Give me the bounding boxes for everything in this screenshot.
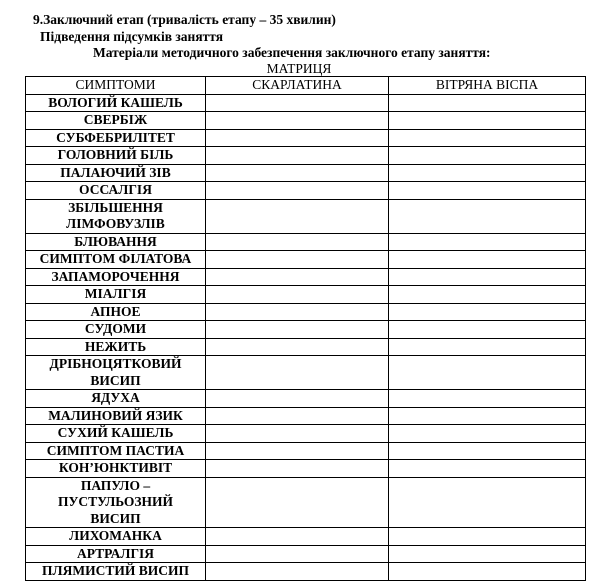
symptom-label: БЛЮВАННЯ	[74, 233, 157, 249]
chickenpox-cell[interactable]	[389, 321, 586, 339]
scarlet-fever-cell[interactable]	[206, 233, 389, 251]
chickenpox-cell[interactable]	[389, 286, 586, 304]
scarlet-fever-cell[interactable]	[206, 356, 389, 390]
table-row	[26, 129, 586, 147]
scarlet-fever-cell[interactable]	[206, 477, 389, 528]
table-row	[26, 164, 586, 182]
section-subheading: Підведення підсумків заняття	[40, 29, 224, 44]
symptom-cell	[26, 321, 206, 339]
matrix-label	[0, 61, 596, 77]
table-row	[26, 182, 586, 200]
symptom-cell	[26, 338, 206, 356]
symptom-matrix-table	[25, 76, 586, 581]
chickenpox-cell[interactable]	[389, 164, 586, 182]
symptom-label: ПУСТУЛЬОЗНИЙ	[57, 494, 174, 509]
chickenpox-cell[interactable]	[389, 129, 586, 147]
table-row	[26, 442, 586, 460]
symptom-cell	[26, 268, 206, 286]
symptom-label: КОН’ЮНКТИВІТ	[58, 460, 173, 475]
chickenpox-cell[interactable]	[389, 338, 586, 356]
table-row	[26, 356, 586, 390]
chickenpox-cell[interactable]	[389, 147, 586, 165]
scarlet-fever-cell[interactable]	[206, 303, 389, 321]
chickenpox-cell[interactable]	[389, 303, 586, 321]
symptom-label: СИМПТОМ ПАСТИА	[46, 442, 185, 458]
symptom-label: ЛИХОМАНКА	[69, 528, 162, 543]
symptom-label: АРТРАЛГІЯ	[76, 545, 155, 561]
symptom-cell	[26, 390, 206, 408]
chickenpox-cell[interactable]	[389, 390, 586, 408]
scarlet-fever-cell[interactable]	[206, 94, 389, 112]
symptom-cell	[26, 442, 206, 460]
table-row	[26, 112, 586, 130]
materials-title: Матеріали методичного забезпечення заключного етапу заняття:	[93, 45, 491, 60]
table-row	[26, 303, 586, 321]
chickenpox-cell[interactable]	[389, 268, 586, 286]
symptom-cell	[26, 460, 206, 478]
table-row	[26, 233, 586, 251]
scarlet-fever-cell[interactable]	[206, 460, 389, 478]
symptom-cell	[26, 407, 206, 425]
symptom-label: АПНОЕ	[90, 303, 141, 319]
section-heading: 9.Заключний етап (тривалість етапу – 35 хвилин)	[33, 12, 336, 27]
chickenpox-cell[interactable]	[389, 563, 586, 581]
table-row	[26, 528, 586, 546]
chickenpox-cell[interactable]	[389, 233, 586, 251]
table-row	[26, 390, 586, 408]
table-row	[26, 286, 586, 304]
symptom-label: СУХИЙ КАШЕЛЬ	[57, 425, 174, 440]
scarlet-fever-cell[interactable]	[206, 251, 389, 269]
scarlet-fever-cell[interactable]	[206, 545, 389, 563]
chickenpox-cell[interactable]	[389, 442, 586, 460]
symptom-label: СУДОМИ	[84, 321, 147, 336]
symptom-cell	[26, 251, 206, 269]
scarlet-fever-cell[interactable]	[206, 425, 389, 443]
symptom-label: ПЛЯМИСТИЙ ВИСИП	[42, 563, 189, 578]
table-row	[26, 545, 586, 563]
table-row	[26, 563, 586, 581]
symptom-label: СИМПТОМ ФІЛАТОВА	[39, 251, 192, 266]
symptom-cell	[26, 147, 206, 165]
chickenpox-cell[interactable]	[389, 182, 586, 200]
table-row	[26, 425, 586, 443]
symptom-cell	[26, 528, 206, 546]
chickenpox-cell[interactable]	[389, 528, 586, 546]
symptom-cell	[26, 112, 206, 130]
table-body	[26, 94, 586, 580]
chickenpox-cell[interactable]	[389, 356, 586, 390]
scarlet-fever-cell[interactable]	[206, 286, 389, 304]
symptom-cell	[26, 233, 206, 251]
symptom-label: ЗБІЛЬШЕННЯ	[68, 199, 163, 215]
table-row	[26, 147, 586, 165]
chickenpox-cell[interactable]	[389, 112, 586, 130]
symptom-label: ЗАПАМОРОЧЕННЯ	[51, 268, 180, 284]
symptom-cell	[26, 356, 206, 390]
chickenpox-cell[interactable]	[389, 425, 586, 443]
symptom-cell	[26, 94, 206, 112]
symptom-label: ЛІМФОВУЗЛІВ	[66, 216, 165, 231]
symptom-label: ПАЛАЮЧИЙ ЗІВ	[60, 164, 171, 180]
chickenpox-cell[interactable]	[389, 94, 586, 112]
scarlet-fever-cell[interactable]	[206, 407, 389, 425]
symptom-cell	[26, 129, 206, 147]
symptom-cell	[26, 164, 206, 182]
symptom-label: МІАЛГІЯ	[84, 286, 147, 301]
symptom-label: СУБФЕБРИЛІТЕТ	[56, 129, 175, 145]
chickenpox-cell[interactable]	[389, 407, 586, 425]
scarlet-fever-cell[interactable]	[206, 268, 389, 286]
scarlet-fever-cell[interactable]	[206, 321, 389, 339]
symptom-cell	[26, 199, 206, 233]
chickenpox-cell[interactable]	[389, 199, 586, 233]
table-header-row	[26, 77, 586, 95]
symptom-label: НЕЖИТЬ	[84, 338, 147, 354]
chickenpox-cell[interactable]	[389, 251, 586, 269]
symptom-cell	[26, 425, 206, 443]
scarlet-fever-cell[interactable]	[206, 528, 389, 546]
symptom-label: МАЛИНОВИЙ ЯЗИК	[48, 407, 183, 423]
symptom-label: ОССАЛГІЯ	[79, 182, 152, 197]
symptom-cell	[26, 545, 206, 563]
scarlet-fever-cell[interactable]	[206, 338, 389, 356]
symptom-label: ГОЛОВНИЙ БІЛЬ	[57, 147, 174, 162]
symptom-label: СВЕРБІЖ	[83, 112, 148, 127]
table-row	[26, 460, 586, 478]
chickenpox-cell[interactable]	[389, 460, 586, 478]
table-row	[26, 251, 586, 269]
scarlet-fever-cell[interactable]	[206, 147, 389, 165]
symptom-cell	[26, 303, 206, 321]
symptom-cell	[26, 563, 206, 581]
scarlet-fever-cell[interactable]	[206, 112, 389, 130]
symptom-cell	[26, 182, 206, 200]
column-header-symptoms: СИМПТОМИ	[26, 77, 206, 95]
symptom-label: ВИСИП	[90, 372, 141, 388]
table-row	[26, 338, 586, 356]
table-row	[26, 321, 586, 339]
table-row	[26, 199, 586, 233]
table-row	[26, 477, 586, 528]
chickenpox-cell[interactable]	[389, 545, 586, 563]
chickenpox-cell[interactable]	[389, 477, 586, 528]
scarlet-fever-cell[interactable]	[206, 442, 389, 460]
scarlet-fever-cell[interactable]	[206, 129, 389, 147]
table-row	[26, 268, 586, 286]
column-header-scarlet-fever: СКАРЛАТИНА	[206, 77, 389, 95]
scarlet-fever-cell[interactable]	[206, 390, 389, 408]
symptom-cell	[26, 477, 206, 528]
symptom-label: ВОЛОГИЙ КАШЕЛЬ	[48, 94, 183, 110]
symptom-label: ВИСИП	[90, 510, 141, 526]
table-row	[26, 94, 586, 112]
symptom-label: ПАПУЛО –	[80, 477, 151, 493]
table-row	[26, 407, 586, 425]
scarlet-fever-cell[interactable]	[206, 164, 389, 182]
column-header-chickenpox: ВІТРЯНА ВІСПА	[389, 77, 586, 95]
symptom-label: ДРІБНОЦЯТКОВИЙ	[49, 356, 182, 371]
matrix-label-text: МАТРИЦЯ	[266, 61, 332, 76]
scarlet-fever-cell[interactable]	[206, 199, 389, 233]
symptom-cell	[26, 286, 206, 304]
symptom-label: ЯДУХА	[91, 390, 140, 405]
scarlet-fever-cell[interactable]	[206, 182, 389, 200]
scarlet-fever-cell[interactable]	[206, 563, 389, 581]
